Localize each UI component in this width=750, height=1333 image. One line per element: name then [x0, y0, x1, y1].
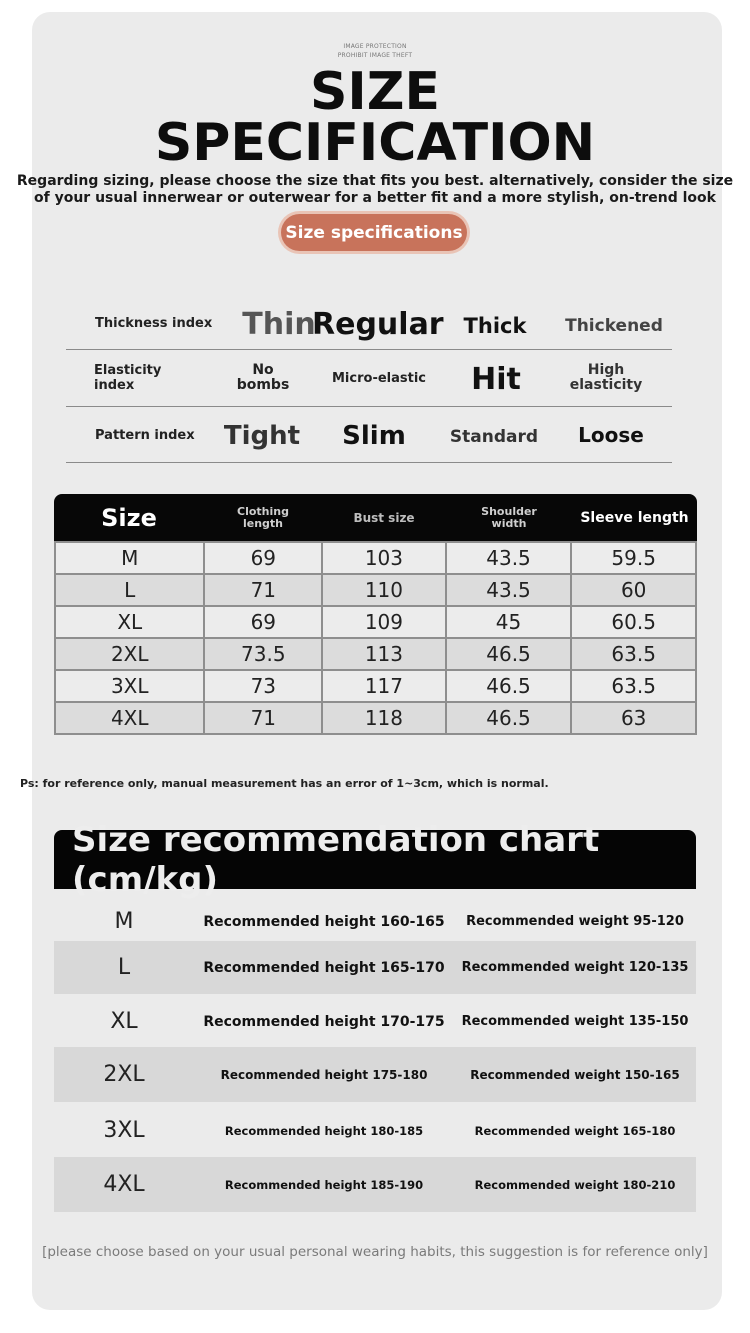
cell-sleeve-length: 59.5	[571, 542, 696, 574]
elasticity-option-hit: Hit	[471, 362, 521, 397]
pattern-option-standard: Standard	[449, 427, 539, 447]
watermark-line-2: PROHIBIT IMAGE THEFT	[337, 52, 413, 59]
table-row	[55, 670, 696, 702]
cell-clothing-length: 69	[204, 542, 322, 574]
pattern-index-row	[66, 407, 672, 463]
pattern-option-slim: Slim	[342, 421, 406, 451]
cell-clothing-length: 73	[204, 670, 322, 702]
cell-clothing-length: 71	[204, 702, 322, 734]
recommendation-row	[54, 1047, 696, 1102]
header-shoulder-width: Shoulder width	[481, 504, 537, 530]
elasticity-option-no-bombs: No bombs	[236, 362, 290, 393]
rec-height: Recommended height 160-165	[203, 913, 445, 930]
rec-height: Recommended height 175-180	[220, 1067, 428, 1082]
thickness-index-row	[66, 297, 672, 350]
cell-sleeve-length: 63	[571, 702, 696, 734]
rec-size: M	[114, 909, 134, 934]
table-row	[55, 542, 696, 574]
cell-size: XL	[55, 606, 204, 638]
cell-sleeve-length: 63.5	[571, 670, 696, 702]
size-table	[54, 541, 697, 735]
elasticity-option-high-elasticity: High elasticity	[569, 362, 643, 393]
rec-weight: Recommended weight 165-180	[474, 1123, 676, 1138]
cell-shoulder-width: 45	[446, 606, 572, 638]
title-line-2: SPECIFICATION	[154, 113, 596, 173]
cell-clothing-length: 69	[204, 606, 322, 638]
table-row	[55, 574, 696, 606]
rec-weight: Recommended weight 95-120	[466, 914, 684, 929]
table-row	[55, 702, 696, 734]
rec-size: 4XL	[103, 1172, 145, 1197]
cell-bust-size: 118	[322, 702, 446, 734]
measurement-note: Ps: for reference only, manual measurement has an error of 1~3cm, which is normal.	[20, 777, 549, 790]
cell-size: 3XL	[55, 670, 204, 702]
rec-height: Recommended height 170-175	[203, 1013, 445, 1030]
rec-weight: Recommended weight 150-165	[470, 1067, 680, 1082]
elasticity-index-row	[66, 350, 672, 407]
footer-note: [please choose based on your usual personal wearing habits, this suggestion is for reference only]	[42, 1244, 708, 1260]
cell-shoulder-width: 43.5	[446, 574, 572, 606]
cell-clothing-length: 71	[204, 574, 322, 606]
cell-sleeve-length: 60	[571, 574, 696, 606]
intro-line-1: Regarding sizing, please choose the size that fits you best. alternatively, consider the size	[16, 173, 734, 189]
pattern-option-tight: Tight	[223, 421, 301, 451]
cell-size: L	[55, 574, 204, 606]
rec-height: Recommended height 185-190	[224, 1177, 424, 1192]
cell-shoulder-width: 46.5	[446, 702, 572, 734]
thickness-option-regular: Regular	[312, 307, 444, 342]
header-sleeve-length: Sleeve length	[580, 509, 689, 526]
pattern-index-label: Pattern index	[95, 428, 195, 443]
rec-size: XL	[110, 1009, 138, 1034]
recommendation-row	[54, 1104, 696, 1157]
rec-size: 2XL	[103, 1062, 145, 1087]
recommendation-row	[54, 941, 696, 994]
cell-shoulder-width: 46.5	[446, 670, 572, 702]
intro-line-2: of your usual innerwear or outerwear for a better fit and a more stylish, on-trend look	[34, 190, 716, 206]
watermark	[0, 42, 750, 60]
watermark-line-1: IMAGE PROTECTION	[343, 43, 407, 50]
thickness-index-label: Thickness index	[95, 316, 213, 331]
header-size: Size	[101, 503, 157, 532]
thickness-option-thin: Thin	[242, 307, 316, 342]
rec-weight: Recommended weight 135-150	[461, 1014, 689, 1029]
rec-weight: Recommended weight 180-210	[474, 1177, 676, 1192]
recommendation-row	[54, 995, 696, 1048]
cell-bust-size: 117	[322, 670, 446, 702]
cell-shoulder-width: 43.5	[446, 542, 572, 574]
cell-clothing-length: 73.5	[204, 638, 322, 670]
table-row	[55, 606, 696, 638]
rec-height: Recommended height 165-170	[203, 959, 445, 976]
cell-size: M	[55, 542, 204, 574]
cell-shoulder-width: 46.5	[446, 638, 572, 670]
title-line-1: SIZE	[309, 62, 441, 122]
cell-bust-size: 110	[322, 574, 446, 606]
elasticity-index-label: Elasticity index	[94, 363, 162, 393]
cell-sleeve-length: 60.5	[571, 606, 696, 638]
recommendation-title: Size recommendation chart (cm/kg)	[54, 830, 696, 889]
pattern-option-loose: Loose	[578, 423, 644, 447]
cell-size: 4XL	[55, 702, 204, 734]
header-clothing-length: Clothing length	[237, 504, 289, 530]
thickness-option-thick: Thick	[463, 314, 527, 338]
cell-bust-size: 113	[322, 638, 446, 670]
cell-sleeve-length: 63.5	[571, 638, 696, 670]
header-bust-size: Bust size	[353, 510, 415, 525]
rec-weight: Recommended weight 120-135	[461, 960, 689, 975]
table-row	[55, 638, 696, 670]
rec-size: 3XL	[103, 1118, 145, 1143]
rec-height: Recommended height 180-185	[224, 1123, 424, 1138]
size-table-header	[54, 494, 697, 541]
recommendation-row	[54, 1157, 696, 1212]
rec-size: L	[117, 955, 131, 980]
size-specifications-badge: Size specifications	[281, 214, 467, 251]
elasticity-option-micro-elastic: Micro-elastic	[332, 371, 426, 386]
cell-size: 2XL	[55, 638, 204, 670]
cell-bust-size: 109	[322, 606, 446, 638]
thickness-option-thickened: Thickened	[565, 316, 663, 336]
cell-bust-size: 103	[322, 542, 446, 574]
